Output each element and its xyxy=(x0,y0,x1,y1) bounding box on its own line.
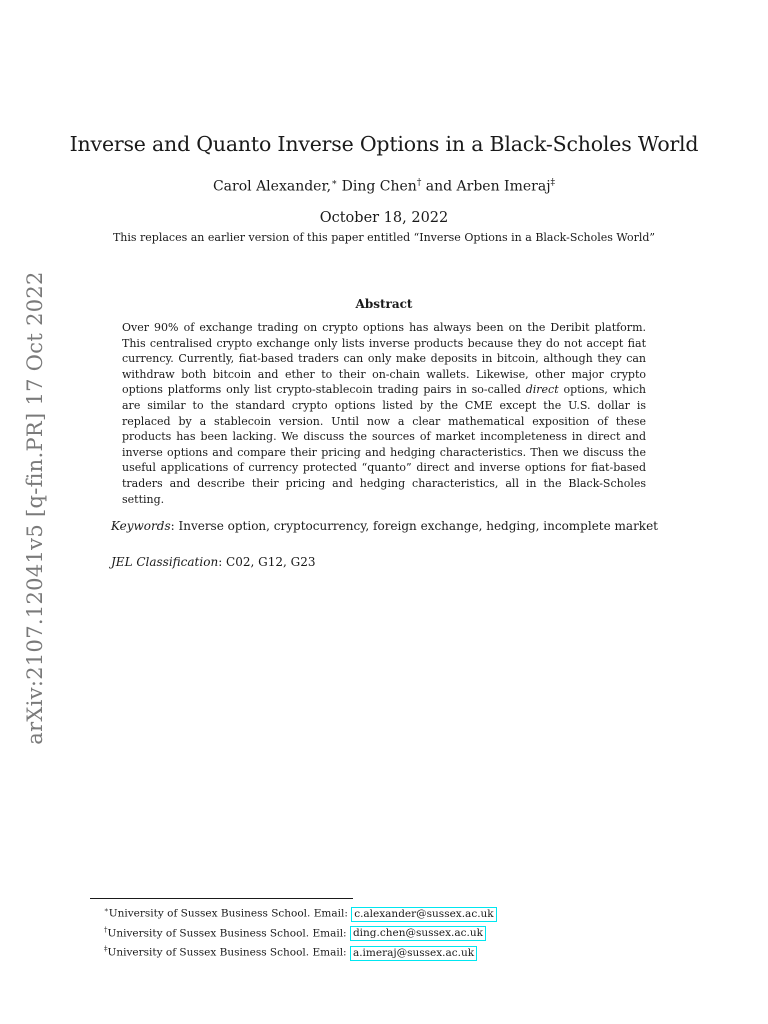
footnote-affiliation: University of Sussex Business School. Email: xyxy=(108,907,348,920)
paper-date: October 18, 2022 xyxy=(319,210,449,226)
jel-value: C02, G12, G23 xyxy=(226,555,316,569)
abstract-text xyxy=(122,320,646,507)
arxiv-identifier: arXiv:2107.12041v5 [q-fin.PR] 17 Oct 2022 xyxy=(23,271,47,745)
replacement-note: This replaces an earlier version of this paper entitled “Inverse Options in a Black-Scholes World” xyxy=(112,231,656,244)
abstract-heading: Abstract xyxy=(355,297,413,311)
abstract-text-part: options, which are similar to the standard crypto options listed by the CME except the U.S. dollar is replaced by a stablecoin version. Until now a clear mathematical exposition of these products has been lacking. We discuss the sources of market incompleteness in direct and inverse options and compare their pricing and hedging characteristics. Then we discuss the useful applications of currency protected “quanto” direct and inverse options for fiat-based traders and describe their pricing and hedging characteristics, all in the Black-Scholes setting. xyxy=(122,383,646,506)
footnote-affiliation: University of Sussex Business School. Email: xyxy=(107,927,347,939)
author-name: Carol Alexander, xyxy=(212,178,332,195)
footnote-divider xyxy=(90,898,353,899)
keywords-line: Keywords: Inverse option, cryptocurrency, foreign exchange, hedging, incomplete market xyxy=(111,519,658,533)
paper-title: Inverse and Quanto Inverse Options in a Black-Scholes World xyxy=(69,132,699,156)
footnote xyxy=(104,902,497,922)
author-footnote-mark: ∗ xyxy=(331,178,338,188)
keywords-value: Inverse option, cryptocurrency, foreign exchange, hedging, incomplete market xyxy=(178,519,658,533)
abstract-text-part: Over 90% of exchange trading on crypto options has always been on the Deribit platform. This centralised crypto exchange only lists inverse products because they do not accept fiat currency. Currently, fiat-based traders can only make deposits in bitcoin, although they can withdraw both bitcoin and ether to their on-chain wallets. Likewise, other major crypto options platforms only list crypto-stablecoin trading pairs in so-called xyxy=(122,321,646,397)
footnote-mark: ∗ xyxy=(104,906,109,914)
author-email-link[interactable]: c.alexander@sussex.ac.uk xyxy=(351,907,496,922)
footnote-affiliation: University of Sussex Business School. Email: xyxy=(107,946,347,959)
footnotes xyxy=(104,902,497,961)
author-footnote-mark: † xyxy=(416,178,422,188)
footnote xyxy=(104,922,497,942)
author-name: Ding Chen xyxy=(341,178,417,195)
jel-label: JEL Classification xyxy=(111,555,219,569)
footnote xyxy=(104,941,497,961)
abstract-emphasis: direct xyxy=(525,383,559,397)
keywords-label: Keywords xyxy=(111,519,171,533)
footnote-mark: † xyxy=(104,925,108,934)
author-name: and Arben Imeraj xyxy=(425,178,551,195)
author-email-link[interactable]: a.imeraj@sussex.ac.uk xyxy=(350,946,477,961)
jel-classification-line: JEL Classification: C02, G12, G23 xyxy=(111,555,316,569)
author-email-link[interactable]: ding.chen@sussex.ac.uk xyxy=(350,926,486,941)
author-list xyxy=(0,178,768,195)
footnote-mark: ‡ xyxy=(104,945,108,953)
author-footnote-mark: ‡ xyxy=(550,178,556,188)
arxiv-sidebar xyxy=(15,268,55,748)
